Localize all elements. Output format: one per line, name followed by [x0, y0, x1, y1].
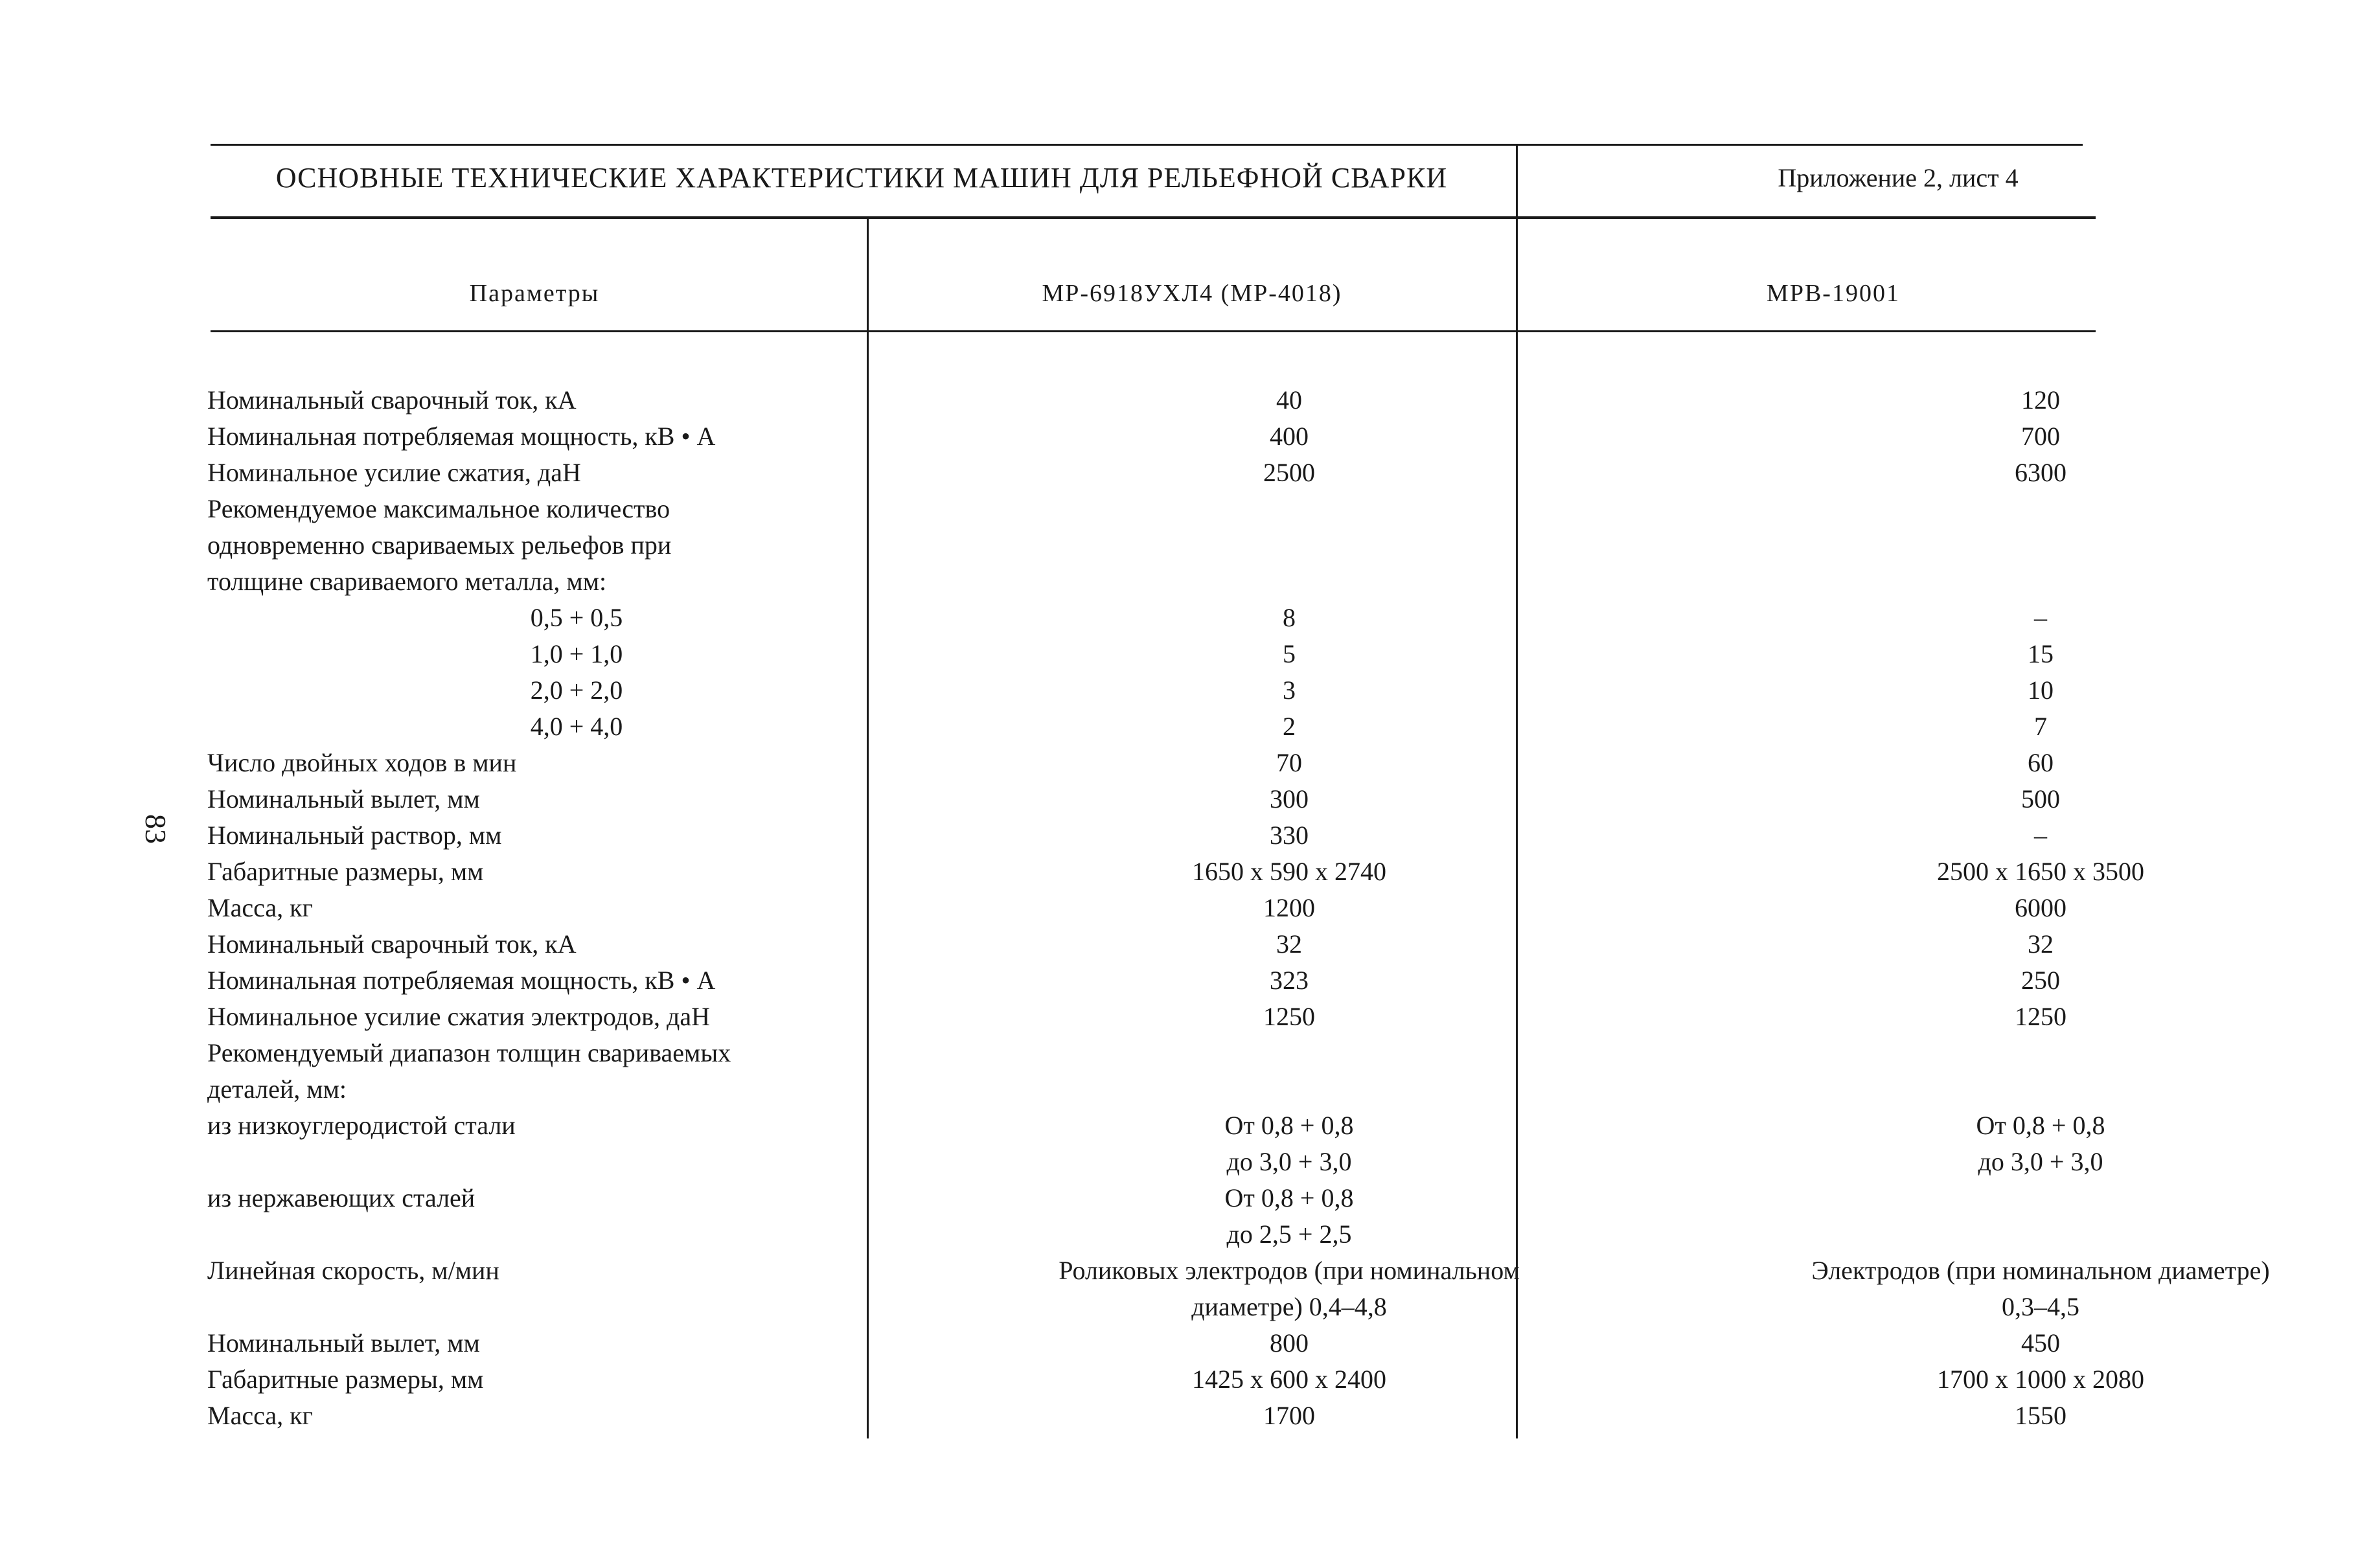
- row-value-machine-1: 3: [1283, 676, 1296, 705]
- row-parameter: Масса, кг: [207, 893, 313, 922]
- row-value-machine-2: 2500 x 1650 x 3500: [1937, 857, 2144, 886]
- table-row: [207, 1108, 2151, 1144]
- table-row: [207, 600, 2151, 636]
- table-row: [207, 962, 2151, 999]
- row-value-machine-2: 1700 x 1000 x 2080: [1937, 1365, 2144, 1394]
- table-row: [207, 1398, 2151, 1434]
- row-value-machine-2: 1250: [2015, 1002, 2066, 1031]
- row-parameter: Номинальное усилие сжатия электродов, даН: [207, 1002, 710, 1031]
- table-row: [207, 1253, 2270, 1289]
- row-value-machine-2: –: [2034, 821, 2047, 850]
- table-row: [207, 1144, 2151, 1180]
- table-row: [207, 854, 2151, 890]
- row-value-machine-1: диаметре) 0,4–4,8: [1191, 1292, 1387, 1321]
- row-value-machine-2: 700: [2021, 422, 2060, 451]
- table-row: [207, 1361, 2151, 1398]
- row-parameter: Номинальное усилие сжатия, даН: [207, 458, 581, 487]
- row-value-machine-2: 0,3–4,5: [2002, 1292, 2079, 1321]
- row-value-machine-1: 5: [1283, 639, 1296, 668]
- row-parameter: Номинальный сварочный ток, кА: [207, 929, 577, 959]
- column-header-parameters: Параметры: [469, 280, 600, 307]
- row-value-machine-2: 15: [2028, 639, 2054, 668]
- table-row: [207, 1289, 2151, 1325]
- row-parameter: Номинальная потребляемая мощность, кВ • А: [207, 422, 716, 451]
- table-row: [207, 745, 2151, 781]
- row-value-machine-2: 500: [2021, 784, 2060, 813]
- table-row: [207, 817, 2151, 854]
- row-parameter: из нержавеющих сталей: [207, 1183, 475, 1212]
- row-parameter: 1,0 + 1,0: [530, 639, 623, 668]
- table-row: [207, 1216, 2151, 1253]
- row-value-machine-1: 2500: [1263, 458, 1315, 487]
- table-row: [207, 999, 2151, 1035]
- row-parameter: одновременно свариваемых рельефов при: [207, 530, 672, 560]
- row-parameter: Рекомендуемый диапазон толщин свариваемых: [207, 1038, 731, 1067]
- row-parameter: 0,5 + 0,5: [530, 603, 623, 632]
- row-value-machine-2: 6000: [2015, 893, 2066, 922]
- table-row: [207, 491, 2151, 527]
- row-parameter: Габаритные размеры, мм: [207, 857, 484, 886]
- row-value-machine-1: 2: [1283, 712, 1296, 741]
- page-number: 83: [139, 814, 172, 844]
- row-parameter: Номинальная потребляемая мощность, кВ • А: [207, 966, 716, 995]
- row-parameter: Рекомендуемое максимальное количество: [207, 494, 670, 523]
- row-value-machine-1: 32: [1276, 929, 1302, 959]
- row-parameter: Масса, кг: [207, 1401, 313, 1430]
- table-row: [207, 672, 2151, 709]
- row-value-machine-2: 10: [2028, 676, 2054, 705]
- row-parameter: Габаритные размеры, мм: [207, 1365, 484, 1394]
- column-header-machine-2: МРВ-19001: [1767, 280, 1900, 307]
- table-row: [207, 781, 2151, 817]
- row-parameter: толщине свариваемого металла, мм:: [207, 567, 607, 596]
- table-row: [207, 382, 2151, 418]
- table-row: [207, 1035, 2151, 1071]
- row-value-machine-2: Электродов (при номинальном диаметре): [1811, 1256, 2270, 1285]
- row-value-machine-1: 8: [1283, 603, 1296, 632]
- row-value-machine-1: 1200: [1263, 893, 1315, 922]
- row-value-machine-1: 300: [1270, 784, 1309, 813]
- row-value-machine-1: От 0,8 + 0,8: [1224, 1183, 1354, 1212]
- table-row: [207, 926, 2151, 962]
- title-divider: [1516, 144, 1518, 218]
- row-value-machine-2: 1550: [2015, 1401, 2066, 1430]
- table-row: [207, 455, 2151, 491]
- row-parameter: Номинальный вылет, мм: [207, 784, 480, 813]
- row-parameter: Номинальный раствор, мм: [207, 821, 502, 850]
- row-parameter: Линейная скорость, м/мин: [207, 1256, 499, 1285]
- row-value-machine-2: 60: [2028, 748, 2054, 777]
- row-parameter: Номинальный вылет, мм: [207, 1328, 480, 1358]
- table-row: [207, 418, 2151, 455]
- row-value-machine-1: до 2,5 + 2,5: [1226, 1220, 1352, 1249]
- row-value-machine-1: 1650 x 590 x 2740: [1192, 857, 1386, 886]
- row-value-machine-1: 800: [1270, 1328, 1309, 1358]
- row-value-machine-2: 250: [2021, 966, 2060, 995]
- table-row: [207, 563, 2151, 600]
- row-value-machine-2: 450: [2021, 1328, 2060, 1358]
- row-parameter: 4,0 + 4,0: [530, 712, 623, 741]
- row-parameter: 2,0 + 2,0: [530, 676, 623, 705]
- row-value-machine-2: до 3,0 + 3,0: [1978, 1147, 2103, 1176]
- top-rule: [211, 144, 2083, 146]
- row-value-machine-1: 1700: [1263, 1401, 1315, 1430]
- row-value-machine-1: 1250: [1263, 1002, 1315, 1031]
- row-parameter: Номинальный сварочный ток, кА: [207, 385, 577, 415]
- row-value-machine-1: 70: [1276, 748, 1302, 777]
- table-row: [207, 709, 2151, 745]
- header-rule: [211, 216, 2096, 219]
- row-parameter: из низкоуглеродистой стали: [207, 1111, 516, 1140]
- row-parameter: Число двойных ходов в мин: [207, 748, 517, 777]
- row-value-machine-1: 323: [1270, 966, 1309, 995]
- row-value-machine-2: 120: [2021, 385, 2060, 415]
- row-value-machine-1: 40: [1276, 385, 1302, 415]
- column-header-rule: [211, 330, 2096, 332]
- row-value-machine-2: –: [2034, 603, 2047, 632]
- row-value-machine-1: 330: [1270, 821, 1309, 850]
- appendix-label: Приложение 2, лист 4: [1778, 163, 2019, 192]
- table-row: [207, 890, 2151, 926]
- table-row: [207, 527, 2151, 563]
- table-row: [207, 1071, 2151, 1108]
- row-value-machine-2: 32: [2028, 929, 2054, 959]
- table-row: [207, 636, 2151, 672]
- row-value-machine-2: 6300: [2015, 458, 2066, 487]
- row-value-machine-1: 400: [1270, 422, 1309, 451]
- table-body: [207, 382, 2270, 1434]
- table-row: [207, 1180, 2151, 1216]
- row-value-machine-2: 7: [2034, 712, 2047, 741]
- column-header-machine-1: МР-6918УХЛ4 (МР-4018): [1042, 280, 1342, 307]
- table-title: ОСНОВНЫЕ ТЕХНИЧЕСКИЕ ХАРАКТЕРИСТИКИ МАШИН ДЛЯ РЕЛЬЕФНОЙ СВАРКИ: [275, 162, 1448, 194]
- row-value-machine-1: до 3,0 + 3,0: [1226, 1147, 1352, 1176]
- row-value-machine-1: От 0,8 + 0,8: [1224, 1111, 1354, 1140]
- row-value-machine-1: 1425 x 600 x 2400: [1192, 1365, 1386, 1394]
- row-value-machine-2: От 0,8 + 0,8: [1976, 1111, 2105, 1140]
- row-parameter: деталей, мм:: [207, 1074, 347, 1104]
- row-value-machine-1: Роликовых электродов (при номинальном: [1059, 1256, 1520, 1285]
- table-row: [207, 1325, 2151, 1361]
